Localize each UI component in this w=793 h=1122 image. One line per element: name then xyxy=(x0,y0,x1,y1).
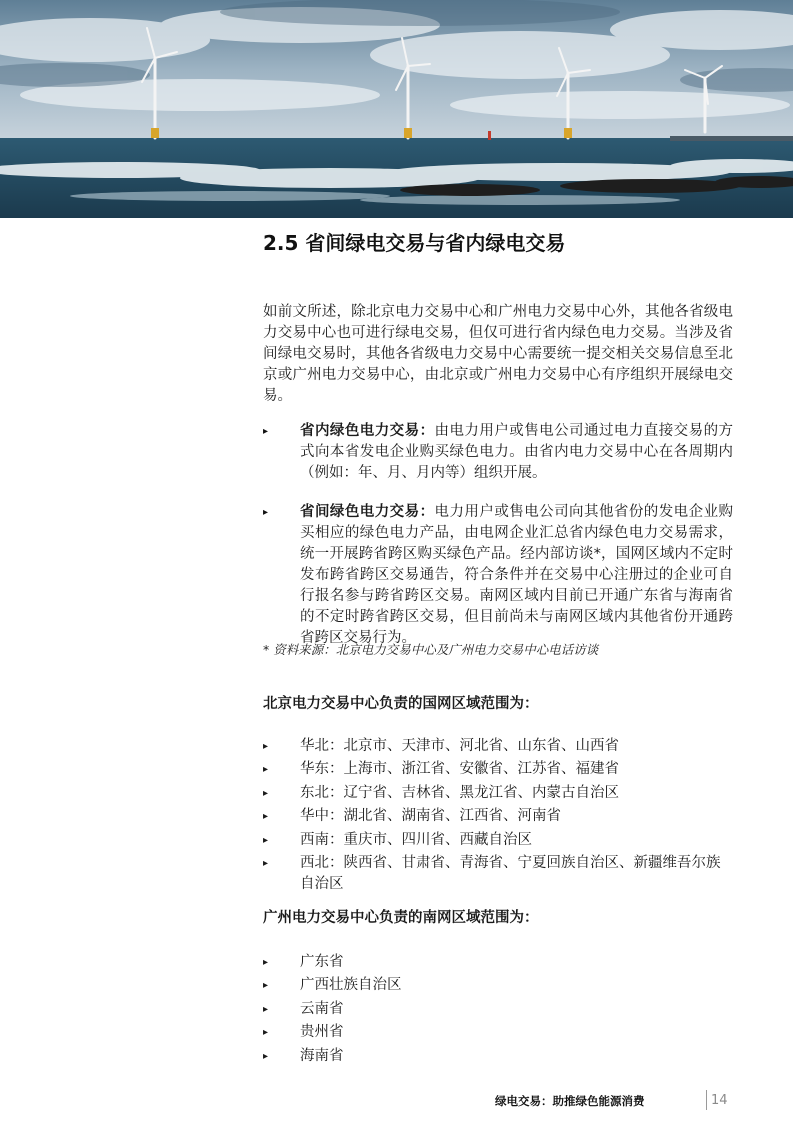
region-text: 广东省 xyxy=(300,954,344,970)
trade-type-list-provincial xyxy=(263,421,733,484)
south-grid-title: 广州电力交易中心负责的南网区域范围为： xyxy=(263,910,539,926)
trade-type-description: 由电力用户或售电公司通过电力直接交易的方式向本省发电企业购买绿色电力。由省内电力交易中心在各周期内（例如：年、月、月内等）组织开展。 xyxy=(300,423,734,481)
section-header xyxy=(263,228,733,258)
trade-type-term: 省内绿色电力交易： xyxy=(300,423,435,439)
bullet-triangle-icon: ▸ xyxy=(263,811,269,823)
list-item xyxy=(263,783,733,804)
bullet-triangle-icon: ▸ xyxy=(263,1050,269,1062)
list-item xyxy=(263,853,733,895)
region-text: 华中：湖北省、湖南省、江西省、河南省 xyxy=(300,808,561,825)
list-item xyxy=(263,830,733,851)
region-text: 贵州省 xyxy=(300,1024,344,1041)
footer-title: 绿电交易：助推绿色能源消费 xyxy=(495,1094,645,1108)
region-text: 云南省 xyxy=(300,1000,344,1017)
bullet-triangle-icon: ▸ xyxy=(263,957,269,968)
trade-type-list-interprovincial xyxy=(263,502,733,649)
bullet-triangle-icon: ▸ xyxy=(263,426,269,437)
region-text: 西北：陕西省、甘肃省、青海省、宁夏回族自治区、新疆维吾尔族自治区 xyxy=(300,854,721,892)
region-text: 东北：辽宁省、吉林省、黑龙江省、内蒙古自治区 xyxy=(300,784,619,801)
bullet-triangle-icon: ▸ xyxy=(263,764,269,776)
region-text: 华北：北京市、天津市、河北省、山东省、山西省 xyxy=(300,738,619,754)
section-heading: 2.5 省间绿电交易与省内绿电交易 xyxy=(263,231,566,255)
trade-type-item xyxy=(263,502,733,649)
region-text: 海南省 xyxy=(300,1047,344,1064)
list-item xyxy=(263,736,733,757)
south-grid-region-list xyxy=(263,952,733,1069)
page-number: 14 xyxy=(711,1093,728,1108)
bullet-triangle-icon: ▸ xyxy=(263,1027,269,1039)
region-text: 西南：重庆市、四川省、西藏自治区 xyxy=(300,831,532,848)
bullet-triangle-icon: ▸ xyxy=(263,857,269,869)
trade-type-item xyxy=(263,421,733,484)
hero-photo-wind-turbines xyxy=(0,0,793,218)
list-item xyxy=(263,975,733,996)
list-item xyxy=(263,999,733,1020)
bullet-triangle-icon: ▸ xyxy=(263,1003,269,1015)
bullet-triangle-icon: ▸ xyxy=(263,507,269,518)
list-item xyxy=(263,952,733,973)
intro-paragraph: 如前文所述，除北京电力交易中心和广州电力交易中心外，其他各省级电力交易中心也可进行绿电交易，但仅可进行省内绿色电力交易。当涉及省间绿电交易时，其他各省级电力交易中心需要统一提交相关交易信息至北京或广州电力交易中心，由北京或广州电力交易中心有序组织开展绿电交易。 xyxy=(263,304,733,404)
bullet-triangle-icon: ▸ xyxy=(263,834,269,846)
list-item xyxy=(263,1046,733,1067)
trade-type-term: 省间绿色电力交易： xyxy=(300,504,435,520)
north-grid-title: 北京电力交易中心负责的国网区域范围为： xyxy=(263,696,539,712)
region-text: 广西壮族自治区 xyxy=(300,977,402,994)
trade-type-description: 电力用户或售电公司向其他省份的发电企业购买相应的绿色电力产品，由电网企业汇总省内绿色电力交易需求，统一开展跨省跨区购买绿色产品。经内部访谈*，国网区域内不定时发布跨省跨区交易通告，符合条件并在交易中心注册过的企业可自行报名参与跨省跨区交易。南网区域内目前已开通广东省与海南省的不定时跨省跨区交易，但目前尚未与南网区域内其他省份开通跨省跨区交易行为。 xyxy=(300,504,734,646)
list-item xyxy=(263,806,733,827)
bullet-triangle-icon: ▸ xyxy=(263,787,269,799)
list-item xyxy=(263,1022,733,1043)
footer-divider xyxy=(706,1090,707,1110)
bullet-triangle-icon: ▸ xyxy=(263,980,269,992)
north-grid-region-list xyxy=(263,736,733,897)
region-text: 华东：上海市、浙江省、安徽省、江苏省、福建省 xyxy=(300,761,619,778)
list-item xyxy=(263,759,733,780)
bullet-triangle-icon: ▸ xyxy=(263,741,269,752)
source-note: * 资料来源：北京电力交易中心及广州电力交易中心电话访谈 xyxy=(263,642,599,657)
